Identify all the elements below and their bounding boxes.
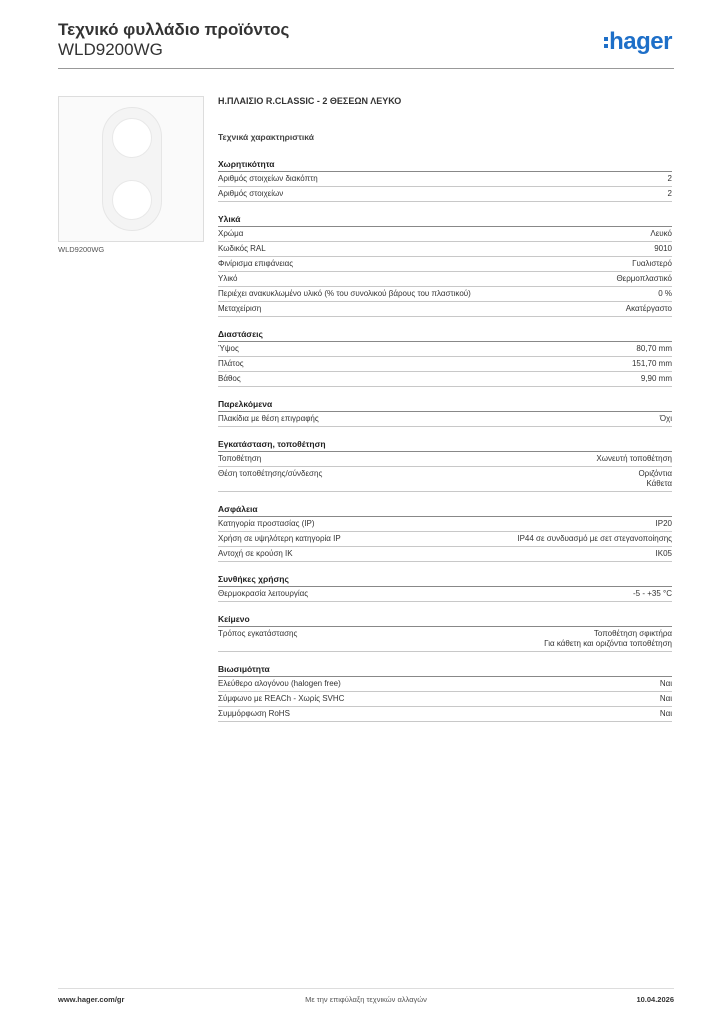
frame-opening-top (112, 118, 152, 158)
section-title: Παρελκόμενα (218, 399, 672, 412)
spec-value: 2 (667, 189, 672, 198)
product-code: WLD9200WG (58, 40, 163, 59)
spec-label: Συμμόρφωση RoHS (218, 709, 290, 718)
spec-row (218, 187, 672, 202)
spec-label: Αριθμός στοιχείων διακόπτη (218, 174, 318, 183)
spec-row (218, 227, 672, 242)
spec-value: Γυαλιστερό (632, 259, 672, 268)
spec-value: Ακατέργαστο (625, 304, 672, 313)
section-title: Κείμενο (218, 614, 672, 627)
footer-date: 10.04.2026 (636, 995, 674, 1004)
footer-website-link[interactable]: www.hager.com/gr (58, 995, 125, 1004)
spec-row (218, 587, 672, 602)
spec-row (218, 342, 672, 357)
spec-label: Τοποθέτηση (218, 454, 262, 463)
spec-sections (218, 159, 672, 722)
spec-label: Φινίρισμα επιφάνειας (218, 259, 294, 268)
spec-label: Ύψος (218, 344, 239, 353)
spec-row (218, 467, 672, 492)
spec-value: Θερμοπλαστικό (616, 274, 672, 283)
spec-section (218, 399, 672, 427)
section-title: Υλικά (218, 214, 672, 227)
spec-label: Θέση τοποθέτησης/σύνδεσης (218, 469, 323, 478)
spec-row (218, 242, 672, 257)
spec-row (218, 287, 672, 302)
spec-label: Χρήση σε υψηλότερη κατηγορία IP (218, 534, 341, 543)
spec-row (218, 627, 672, 652)
spec-row (218, 517, 672, 532)
spec-value: 9,90 mm (640, 374, 672, 383)
spec-label: Περιέχει ανακυκλωμένο υλικό (% του συνολικού βάρους του πλαστικού) (218, 289, 471, 298)
spec-value: Οριζόντια Κάθετα (638, 469, 672, 488)
section-title: Συνθήκες χρήσης (218, 574, 672, 587)
spec-value: IP44 σε συνδυασμό με σετ στεγανοποίησης (517, 534, 672, 543)
product-name: Η.ΠΛΑΙΣΙΟ R.CLASSIC - 2 ΘΕΣΕΩΝ ΛΕΥΚΟ (218, 96, 402, 106)
spec-row (218, 677, 672, 692)
spec-label: Αντοχή σε κρούση IK (218, 549, 293, 558)
spec-label: Κωδικός RAL (218, 244, 266, 253)
spec-label: Χρώμα (218, 229, 244, 238)
spec-label: Σύμφωνο με REACh - Χωρίς SVHC (218, 694, 345, 703)
spec-row (218, 272, 672, 287)
spec-row (218, 302, 672, 317)
spec-label: Τρόπος εγκατάστασης (218, 629, 298, 638)
section-title: Διαστάσεις (218, 329, 672, 342)
spec-value: Τοποθέτηση σφικτήρα Για κάθετη και οριζόντια τοποθέτηση (544, 629, 672, 648)
spec-row (218, 357, 672, 372)
spec-section (218, 614, 672, 652)
section-title: Βιωσιμότητα (218, 664, 672, 677)
spec-value: Λευκό (650, 229, 672, 238)
spec-value: -5 - +35 °C (633, 589, 672, 598)
spec-section (218, 664, 672, 722)
spec-row (218, 372, 672, 387)
spec-value: Χωνευτή τοποθέτηση (596, 454, 672, 463)
logo-dots-icon (604, 34, 608, 51)
footer-notice: Με την επιφύλαξη τεχνικών αλλαγών (305, 995, 427, 1004)
spec-label: Θερμοκρασία λειτουργίας (218, 589, 309, 598)
spec-section (218, 159, 672, 202)
spec-row (218, 707, 672, 722)
product-image (58, 96, 204, 242)
spec-label: Ελεύθερο αλογόνου (halogen free) (218, 679, 341, 688)
header-divider (58, 68, 674, 69)
spec-label: Υλικό (218, 274, 238, 283)
spec-value: 9010 (654, 244, 672, 253)
spec-value: 0 % (658, 289, 672, 298)
spec-value: IK05 (655, 549, 672, 558)
spec-label: Κατηγορία προστασίας (IP) (218, 519, 315, 528)
section-title: Χωρητικότητα (218, 159, 672, 172)
spec-value: Ναι (659, 679, 672, 688)
footer-divider (58, 988, 674, 989)
spec-label: Πλακίδια με θέση επιγραφής (218, 414, 319, 423)
double-frame-shape (102, 107, 162, 231)
frame-opening-bottom (112, 180, 152, 220)
spec-value: Ναι (659, 694, 672, 703)
spec-value: 80,70 mm (636, 344, 672, 353)
spec-content (218, 96, 672, 722)
spec-row (218, 692, 672, 707)
spec-value: Όχι (659, 414, 672, 423)
spec-section (218, 504, 672, 562)
page-header (58, 20, 674, 66)
spec-row (218, 452, 672, 467)
spec-value: IP20 (655, 519, 672, 528)
spec-section (218, 574, 672, 602)
spec-subheading: Τεχνικά χαρακτηριστικά (218, 132, 314, 142)
spec-section (218, 439, 672, 492)
spec-label: Αριθμός στοιχείων (218, 189, 284, 198)
spec-label: Βάθος (218, 374, 241, 383)
spec-label: Μεταχείριση (218, 304, 262, 313)
spec-row (218, 257, 672, 272)
spec-value: 151,70 mm (631, 359, 672, 368)
spec-row (218, 547, 672, 562)
spec-value: 2 (667, 174, 672, 183)
spec-row (218, 412, 672, 427)
spec-row (218, 172, 672, 187)
section-title: Ασφάλεια (218, 504, 672, 517)
section-title: Εγκατάσταση, τοποθέτηση (218, 439, 672, 452)
hager-logo (604, 28, 672, 56)
spec-value: Ναι (659, 709, 672, 718)
document-title: Τεχνικό φυλλάδιο προϊόντος (58, 20, 290, 39)
logo-text: hager (609, 28, 672, 55)
spec-row (218, 532, 672, 547)
image-caption: WLD9200WG (58, 245, 105, 254)
spec-section (218, 329, 672, 387)
spec-section (218, 214, 672, 317)
spec-label: Πλάτος (218, 359, 244, 368)
